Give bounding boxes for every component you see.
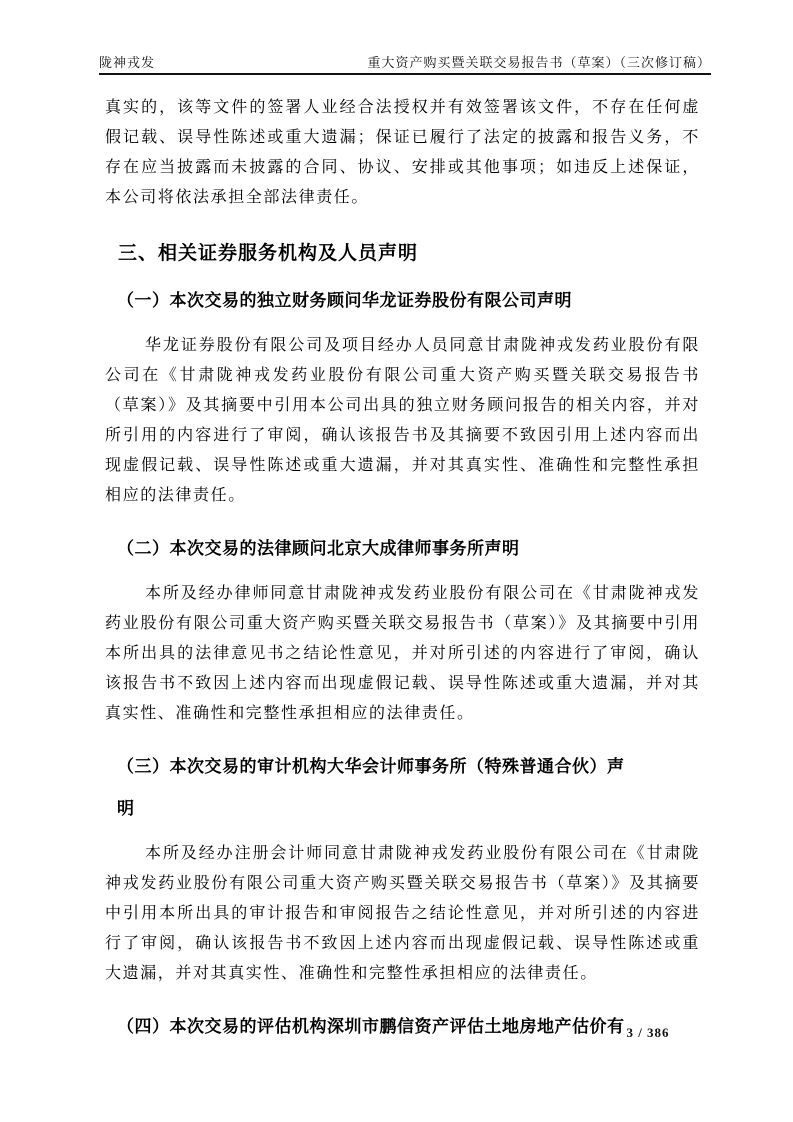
section-paragraph-1: 华龙证券股份有限公司及项目经办人员同意甘肃陇神戎发药业股份有限公司在《甘肃陇神戎发药业股份有限公司重大资产购买暨关联交易报告书（草案）》及其摘要中引用本公司出具的独立财务顾问报告的相关内容，并对所引用的内容进行了审阅，确认该报告书及其摘要不致因引用上述内容而出现虚假记载、误导性陈述或重大遗漏，并对其真实性、准确性和完整性承担相应的法律责任。	[105, 337, 700, 504]
section-paragraph-3: 本所及经办注册会计师同意甘肃陇神戎发药业股份有限公司在《甘肃陇神戎发药业股份有限公司重大资产购买暨关联交易报告书（草案）》及其摘要中引用本所出具的审计报告和审阅报告之结论性意见，并对所引述的内容进行了审阅，确认该报告书不致因上述内容而出现虚假记载、误导性陈述或重大遗漏，并对其真实性、准确性和完整性承担相应的法律责任。	[105, 845, 700, 982]
page-number: 3 / 386	[626, 1025, 670, 1040]
section-heading-4: （四）本次交易的评估机构深圳市鹏信资产评估土地房地产估价有	[117, 1017, 625, 1036]
section-heading-1: （一）本次交易的独立财务顾问华龙证券股份有限公司声明	[117, 291, 572, 310]
chapter-heading: 三、相关证券服务机构及人员声明	[118, 243, 419, 264]
running-header	[99, 52, 711, 71]
section-paragraph-2: 本所及经办律师同意甘肃陇神戎发药业股份有限公司在《甘肃陇神戎发药业股份有限公司重大资产购买暨关联交易报告书（草案）》及其摘要中引用本所出具的法律意见书之结论性意见，并对所引述的内容进行了审阅，确认该报告书不致因上述内容而出现虚假记载、误导性陈述或重大遗漏，并对其真实性、准确性和完整性承担相应的法律责任。	[105, 585, 700, 722]
header-divider	[99, 73, 711, 75]
section-heading-3: （三）本次交易的审计机构大华会计师事务所（特殊普通合伙）声明	[117, 757, 625, 818]
header-company-short-name: 陇神戎发	[99, 55, 156, 70]
header-report-title: 重大资产购买暨关联交易报告书（草案）（三次修订稿）	[367, 55, 711, 70]
continuation-paragraph: 真实的，该等文件的签署人业经合法授权并有效签署该文件，不存在任何虚假记载、误导性陈述或重大遗漏；保证已履行了法定的披露和报告义务，不存在应当披露而未披露的合同、协议、安排或其他事项；如违反上述保证，本公司将依法承担全部法律责任。	[105, 99, 700, 206]
section-heading-2: （二）本次交易的法律顾问北京大成律师事务所声明	[117, 539, 520, 558]
page-body	[105, 93, 700, 1048]
